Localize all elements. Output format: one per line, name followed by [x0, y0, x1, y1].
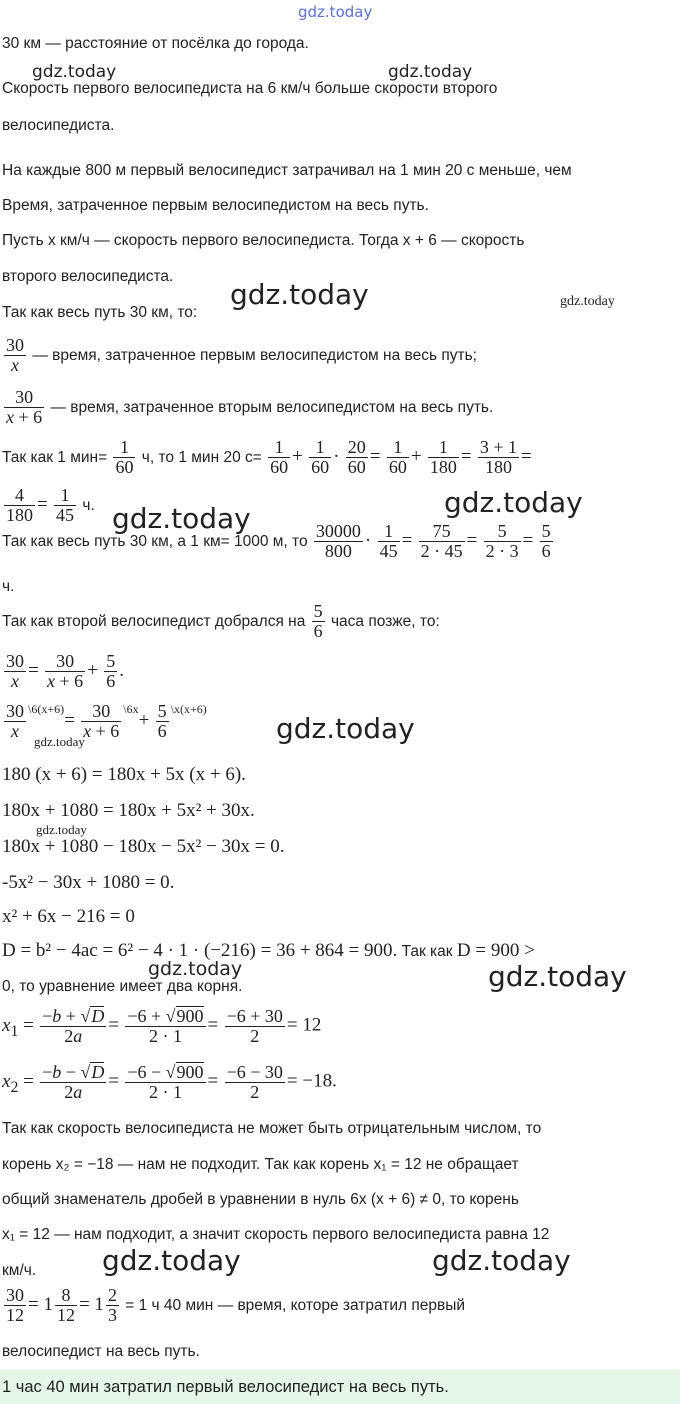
watermark: gdz.today: [388, 62, 473, 82]
formula-line: Так как второй велосипедист добрался на $\frac{5}{6}$ часа позже, то:: [2, 601, 440, 642]
answer-text: 1 час 40 мин затратил первый велосипедист на весь путь.: [2, 1378, 449, 1396]
text-line: Так как весь путь 30 км, то:: [2, 304, 198, 321]
text-line: На каждые 800 м первый велосипедист затрачивал на 1 мин 20 с меньше, чем: [2, 162, 572, 179]
text-line: Пусть x км/ч — скорость первого велосипедиста. Тогда x + 6 — скорость: [2, 232, 525, 249]
formula-line: Так как весь путь 30 км, а 1 км= 1000 м, то $\frac{30000}{800}$ · $\frac{1}{45}$ = $\frac{75}{2 \cdot 45}$ = $\frac{5}{2 \cdot 3}$ = $\frac{5}{6}$: [2, 521, 551, 562]
formula-line: $\frac{30}{x}$ — время, затраченное первым велосипедистом на весь путь;: [6, 335, 477, 376]
formula-line: $\frac{30}{x + 6}$ — время, затраченное вторым велосипедистом на весь путь.: [6, 387, 494, 428]
watermark: gdz.today: [444, 486, 583, 519]
text-segment: ч, то 1 мин 20 с=: [141, 449, 262, 467]
text-segment: Так как 1 мин=: [2, 449, 108, 467]
text-line: Время, затраченное первым велосипедистом на весь путь.: [2, 197, 429, 214]
watermark: gdz.today: [112, 502, 251, 535]
text-line: км/ч.: [2, 1262, 37, 1279]
formula-line: $\frac{30}{x}$ = $\frac{30}{x + 6}$ + $\frac{5}{6}$ .: [6, 651, 124, 692]
formula-line: $\frac{4}{180}$ = $\frac{1}{45}$ ч.: [6, 485, 95, 526]
text-segment: D = b² − 4ac = 6² − 4 · 1 · (−216) = 36 + 864 = 900.: [2, 940, 398, 961]
text-segment: = 1 ч 40 мин — время, которе затратил первый: [125, 1297, 466, 1315]
formula-line: $x_1$ = $\frac{-b + √D}{2a}$ = $\frac{-6 + √900}{2 \cdot 1}$ = $\frac{-6 + 30}{2}$ = 12: [2, 1005, 322, 1047]
text-line: x₁ = 12 — нам подходит, а значит скорость первого велосипедиста равна 12: [2, 1226, 550, 1243]
text-line: 0, то уравнение имеет два корня.: [2, 978, 243, 995]
text-line: Так как скорость велосипедиста не может быть отрицательным числом, то: [2, 1120, 542, 1137]
formula-line: $x_2$ = $\frac{-b - √D}{2a}$ = $\frac{-6 - √900}{2 \cdot 1}$ = $\frac{-6 - 30}{2}$ = −18.: [2, 1061, 337, 1103]
formula-line: [2, 940, 535, 962]
formula-line: $\frac{30}{x}$ $^{\backslash 6(x+6)}$= $\frac{30}{x + 6}$ $^{\backslash 6x}$+ $\frac{5}{6}$ $^{\backslash x(x+6)}$: [6, 701, 207, 742]
text-line: корень x₂ = −18 — нам не подходит. Так как корень x₁ = 12 не обращает: [2, 1156, 519, 1173]
watermark: gdz.today: [488, 960, 627, 993]
equation-line: x² + 6x − 216 = 0: [2, 906, 135, 927]
watermark: gdz.today: [560, 294, 615, 309]
text-line: общий знаменатель дробей в уравнении в нуль 6x (x + 6) ≠ 0, то корень: [2, 1191, 519, 1208]
text-line: второго велосипедиста.: [2, 268, 174, 285]
text-line: 30 км — расстояние от посёлка до города.: [2, 35, 309, 52]
text-segment: — время, затраченное первым велосипедистом на весь путь;: [32, 347, 477, 365]
equation-line: -5x² − 30x + 1080 = 0.: [2, 872, 175, 893]
formula-line: $\frac{30}{12}$ = 1 $\frac{8}{12}$ = 1 $\frac{2}{3}$ = 1 ч 40 мин — время, которе затратил первый: [6, 1285, 466, 1326]
text-segment: Так как весь путь 30 км, а 1 км= 1000 м, то: [2, 533, 308, 551]
text-segment: D = 900 >: [456, 940, 535, 961]
watermark: gdz.today: [148, 958, 243, 980]
watermark: gdz.today: [298, 3, 373, 21]
answer-box: [0, 1370, 680, 1404]
text-line: Скорость первого велосипедиста на 6 км/ч больше скорости второго: [2, 80, 498, 97]
equation-line: 180x + 1080 = 180x + 5x² + 30x.: [2, 800, 255, 821]
watermark: gdz.today: [102, 1244, 241, 1277]
text-segment: ч.: [82, 497, 95, 515]
text-segment: — время, затраченное вторым велосипедистом на весь путь.: [50, 399, 494, 417]
formula-line: Так как 1 мин= $\frac{1}{60}$ ч, то 1 мин 20 с= $\frac{1}{60}$ + $\frac{1}{60}$ · $\frac{20}{60}$ = $\frac{1}{60}$ + $\frac{1}{180}$ = $\frac{3 + 1}{180}$ =: [2, 437, 532, 478]
text-line: велосипедист на весь путь.: [2, 1343, 200, 1360]
watermark: gdz.today: [432, 1244, 571, 1277]
equation-line: 180x + 1080 − 180x − 5x² − 30x = 0.: [2, 836, 285, 857]
watermark: gdz.today: [32, 62, 117, 82]
equation-line: 180 (x + 6) = 180x + 5x (x + 6).: [2, 764, 246, 785]
text-line: ч.: [2, 578, 15, 595]
watermark: gdz.today: [36, 822, 87, 837]
watermark: gdz.today: [230, 278, 369, 311]
text-segment: Так как: [401, 943, 453, 960]
text-segment: часа позже, то:: [330, 613, 440, 631]
watermark: gdz.today: [276, 712, 415, 745]
text-line: велосипедиста.: [2, 117, 115, 134]
text-segment: Так как второй велосипедист добрался на: [2, 613, 306, 631]
watermark: gdz.today: [34, 734, 85, 749]
